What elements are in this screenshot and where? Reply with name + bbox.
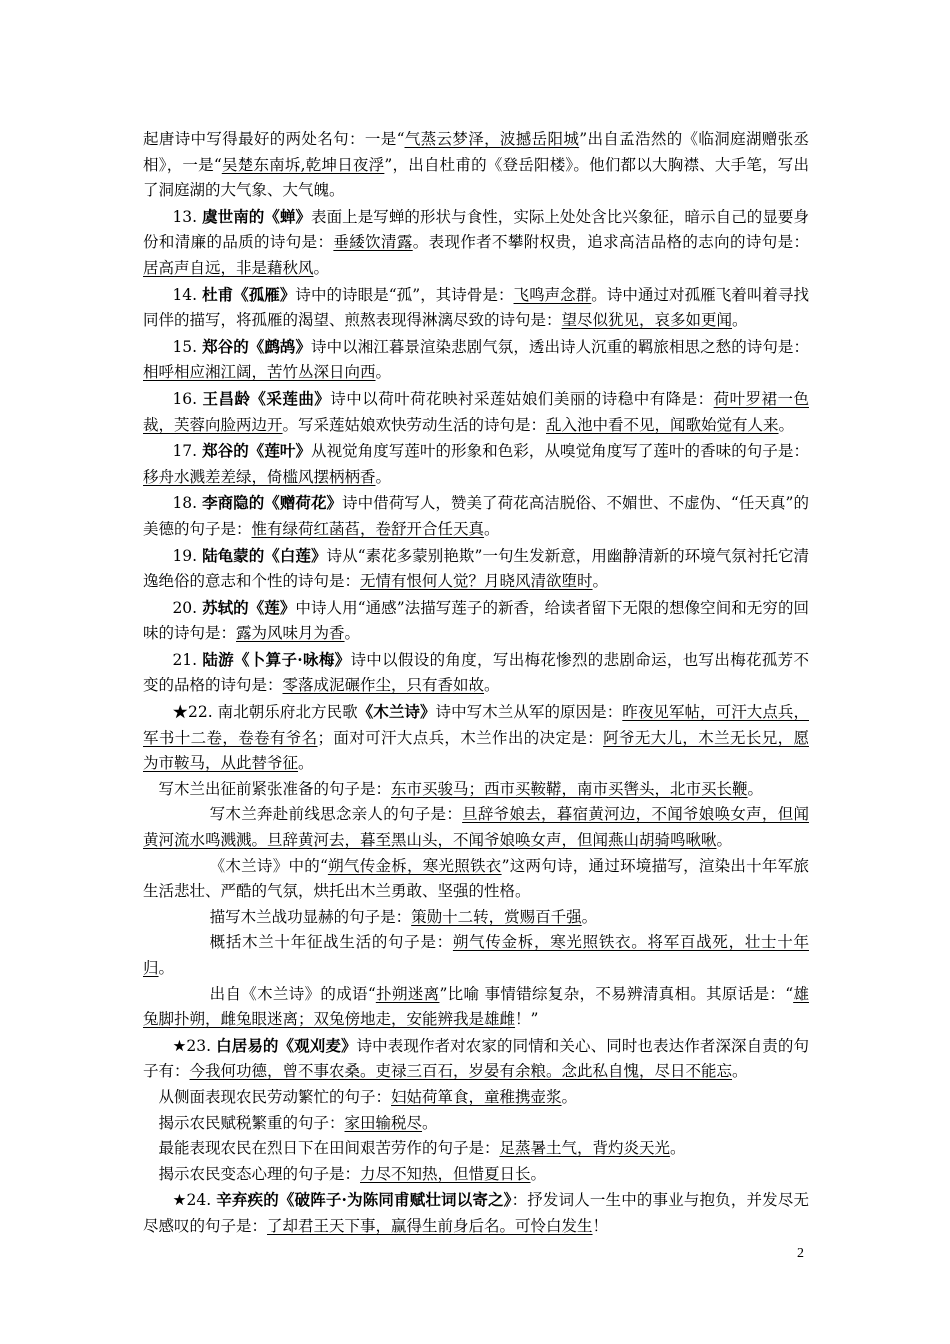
answer-text: 居高声自远，非是藉秋风 <box>143 258 314 277</box>
paragraph <box>143 802 809 853</box>
text-run: 揭示农民赋税繁重的句子： <box>158 1113 345 1132</box>
paragraph <box>143 930 809 981</box>
text-run: 。 <box>732 311 748 330</box>
answer-text: 飞鸣声念群 <box>513 285 592 304</box>
text-run: 诗中的诗眼是“孤”，其诗骨是： <box>295 285 514 304</box>
text-run: 写木兰奔赴前线思念亲人的句子是： <box>209 805 463 824</box>
answer-text: 阿爷无大儿，木兰无长兄，愿为市鞍马，从此替爷征 <box>143 728 809 773</box>
text-run: 诗中写木兰从军的原因是： <box>435 703 623 722</box>
poem-title: 虞世南的《蝉》 <box>202 206 312 226</box>
paragraph <box>143 1187 809 1239</box>
poem-title: 白居易的《观刈麦》 <box>216 1035 357 1055</box>
paragraph <box>143 1085 809 1111</box>
paragraph <box>143 982 809 1033</box>
answer-text: 露为风味月为香 <box>236 624 345 643</box>
text-run: ！ <box>592 1216 609 1235</box>
answer-text: 相呼相应湘江阔，苦竹丛深日向西 <box>143 363 376 382</box>
text-run: 表面上是写蝉的形状与食性，实际上处处含比兴象征，暗示自己的显要身份和清廉的品质的诗句是： <box>143 207 809 252</box>
text-run: 。 <box>732 1062 748 1081</box>
answer-text: 朔气传金柝，寒光照铁衣。将军百战死，壮士十年归 <box>143 933 809 977</box>
paragraph <box>143 595 809 647</box>
answer-text: 无情有恨何人觉？月晓风清欲堕时 <box>360 572 593 591</box>
text-run: 起唐诗中写得最好的两处名句：一是“ <box>143 130 405 148</box>
text-run: 。 <box>484 519 500 538</box>
answer-text: 了却君王天下事，赢得生前身后名。可怜白发生 <box>267 1216 593 1235</box>
text-run: 诗中借荷写人，赞美了荷花高洁脱俗、不媚世、不虚伪、“任天真”的美德的句子是： <box>143 494 809 538</box>
text-run: 21. <box>172 650 203 669</box>
text-run: ”这两句诗，通过环境描写，渲染出十年军旅生活悲壮、严酷的气氛，烘托出木兰勇敢、坚强的性格。 <box>143 856 809 901</box>
poem-title: 郑谷的《鹧鸪》 <box>202 336 312 356</box>
text-run: 。 <box>422 1113 438 1132</box>
text-run: 15. <box>172 337 203 356</box>
answer-text: 家田输税尽 <box>344 1113 423 1132</box>
paragraph <box>143 490 809 542</box>
text-run: ！” <box>515 1010 539 1029</box>
paragraph <box>143 1162 809 1188</box>
text-run: 19. <box>172 546 203 565</box>
text-run: 17. <box>172 442 203 461</box>
text-run: 诗中以湘江暮景渲染悲剧气氛，透出诗人沉重的羁旅相思之愁的诗句是： <box>311 337 809 356</box>
text-run: 。 <box>375 363 392 382</box>
text-run: 从视觉角度写莲叶的形象和色彩，从嗅觉角度写了莲叶的香味的句子是： <box>311 442 809 461</box>
text-run: 《木兰诗》中的“ <box>209 856 328 875</box>
poem-title: 苏轼的《莲》 <box>202 597 296 617</box>
text-run: 。 <box>375 467 392 486</box>
paragraph <box>143 905 809 931</box>
paragraph <box>143 282 809 334</box>
text-run: 。 <box>158 959 175 977</box>
paragraph <box>143 854 809 905</box>
text-run: 。 <box>561 1087 578 1106</box>
text-run: ”出自孟浩然的《临洞庭湖赠张丞相》，一是“ <box>143 130 809 174</box>
answer-text: 朔气传金柝，寒光照铁衣 <box>327 856 502 875</box>
text-run: 。诗中通过对孤雁飞着叫着寻找同伴的描写，将孤雁的渴望、煎熬表现得淋漓尽致的诗句是： <box>143 285 809 330</box>
answer-text: 力尽不知热，但惜夏日长 <box>360 1164 531 1183</box>
text-run: 写木兰出征前紧张准备的句子是： <box>158 779 392 798</box>
text-run: ★22. 南北朝乐府北方民歌 <box>172 703 358 722</box>
text-run: 。表现作者不攀附权贵，追求高洁品格的志向的诗句是： <box>412 233 809 252</box>
answer-text: 乱入池中看不见，闻歌始觉有人来 <box>546 415 779 434</box>
poem-title: 《木兰诗》 <box>357 702 436 722</box>
answer-text: 垂緌饮清露 <box>333 233 413 252</box>
text-run: 。 <box>716 831 733 850</box>
poem-title: 陆龟蒙的《白莲》 <box>202 545 327 565</box>
text-run: 。 <box>581 907 598 926</box>
text-run: ★23. <box>172 1036 217 1055</box>
paragraph <box>143 386 809 438</box>
text-run: 。 <box>344 624 361 643</box>
text-run: ；面对可汗大点兵，木兰作出的决定是： <box>317 728 604 747</box>
text-run: 概括木兰十年征战生活的句子是： <box>209 933 453 952</box>
answer-text: 昨夜见军帖，可汗大点兵，军书十二卷，卷卷有爷名 <box>143 703 809 747</box>
answer-text: 雄兔脚扑朔，雌兔眼迷离；双兔傍地走，安能辨我是雄雌 <box>143 984 809 1029</box>
text-run: 。 <box>298 754 314 773</box>
text-run: ：抒发词人一生中的事业与抱负，并发尽无尽感叹的句子是： <box>143 1191 809 1235</box>
text-run: 中诗人用“通感”法描写莲子的新香，给读者留下无限的想像空间和无穷的回味的诗句是： <box>143 598 809 643</box>
paragraph <box>143 647 809 699</box>
text-run: 。 <box>313 258 330 277</box>
paragraph <box>143 543 809 595</box>
text-run: 诗中以假设的角度，写出梅花惨烈的悲剧命运，也写出梅花孤芳不变的品格的诗句是： <box>143 650 809 695</box>
answer-text: 策勋十二转，赏赐百千强 <box>411 907 582 926</box>
text-run: ”比喻 事情错综复杂，不易辨清真相。其原话是：“ <box>439 984 794 1003</box>
text-run: 。写采莲姑娘欢快劳动生活的诗句是： <box>282 415 547 434</box>
poem-title: 王昌龄《采莲曲》 <box>202 388 331 408</box>
paragraph <box>143 699 809 777</box>
text-run: 从侧面表现农民劳动繁忙的句子： <box>158 1087 392 1106</box>
text-run: 描写木兰战功显赫的句子是： <box>209 907 412 926</box>
answer-text: 气蒸云梦泽，波撼岳阳城 <box>404 130 580 148</box>
answer-text: 望尽似犹见，哀多如更闻 <box>561 311 733 330</box>
text-run: 诗中以荷叶荷花映衬采莲姑娘们美丽的诗稳中有降是： <box>330 389 714 408</box>
text-run: ”，出自杜甫的《登岳阳楼》。他们都以大胸襟、大手笔，写出了洞庭湖的大气象、大气魄。 <box>143 155 809 200</box>
poem-title: 辛弃疾的《破阵子·为陈同甫赋壮词以寄之》 <box>216 1190 512 1210</box>
text-run: 。 <box>592 572 609 591</box>
text-run: 揭示农民变态心理的句子是： <box>158 1164 361 1183</box>
text-run: 。 <box>530 1164 547 1183</box>
poem-title: 李商隐的《赠荷花》 <box>202 493 343 513</box>
paragraph <box>143 127 809 204</box>
poem-title: 杜甫《孤雁》 <box>202 284 296 304</box>
answer-text: 足蒸暑土气，背灼炎天光 <box>499 1139 671 1158</box>
answer-text: 惟有绿荷红菡萏，卷舒开合任天真 <box>251 519 485 538</box>
answer-text: 妇姑荷箪食，童稚携壶浆 <box>391 1087 562 1106</box>
text-run: 18. <box>172 494 203 513</box>
text-run: 20. <box>172 598 203 617</box>
answer-text: 旦辞爷娘去，暮宿黄河边，不闻爷娘唤女声，但闻黄河流水鸣溅溅。旦辞黄河去，暮至黑山头，不闻爷娘唤女声，但闻燕山胡骑鸣啾啾 <box>143 805 809 850</box>
text-run: ★24. <box>172 1191 217 1210</box>
answer-text: 扑朔迷离 <box>375 984 440 1003</box>
answer-text: 荷叶罗裙一色裁，芙蓉向脸两边开 <box>143 389 809 434</box>
document-body <box>143 127 809 1240</box>
paragraph <box>143 204 809 282</box>
answer-text: 吴楚东南坼,乾坤日夜浮 <box>221 155 385 174</box>
text-run: 13. <box>172 207 203 226</box>
answer-text: 移舟水溅差差绿，倚槛风摆柄柄香 <box>143 467 376 486</box>
paragraph <box>143 334 809 386</box>
answer-text: 零落成泥碾作尘，只有香如故 <box>282 676 485 695</box>
text-run: 出自《木兰诗》的成语“ <box>209 984 376 1003</box>
page-number: 2 <box>797 1246 804 1261</box>
text-run: 。 <box>670 1139 686 1158</box>
paragraph <box>143 1111 809 1137</box>
paragraph <box>143 1033 809 1085</box>
text-run: 诗从“素花多蒙别艳欺”一句生发新意，用幽静清新的环境气氛衬托它清逸绝俗的意志和个性的诗句是： <box>143 546 810 591</box>
text-run: 16. <box>172 389 203 408</box>
answer-text: 今我何功德，曾不事农桑。吏禄三百石，岁晏有余粮。念此私自愧，尽日不能忘 <box>189 1062 733 1081</box>
paragraph <box>143 438 809 490</box>
answer-text: 东市买骏马；西市买鞍鞯，南市买辔头，北市买长鞭 <box>391 779 748 798</box>
text-run: 最能表现农民在烈日下在田间艰苦劳作的句子是： <box>158 1139 500 1158</box>
text-run: 。 <box>778 415 795 434</box>
paragraph <box>143 1136 809 1162</box>
text-run: 14. <box>172 285 203 304</box>
text-run: 。 <box>484 676 500 695</box>
poem-title: 陆游《卜算子·咏梅》 <box>202 649 351 669</box>
poem-title: 郑谷的《莲叶》 <box>202 441 312 461</box>
text-run: 。 <box>747 779 764 798</box>
paragraph <box>143 777 809 803</box>
text-run: 诗中表现作者对农家的同情和关心、同时也表达作者深深自责的句子有： <box>143 1036 809 1081</box>
